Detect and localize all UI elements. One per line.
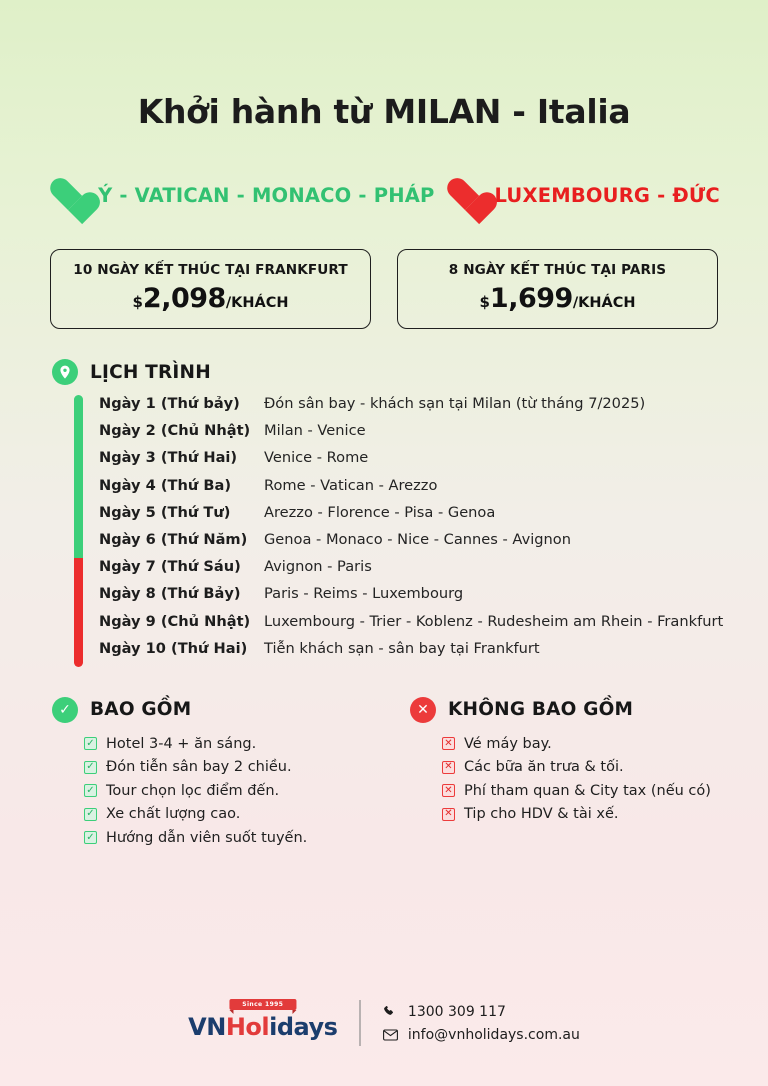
contact-phone[interactable]	[383, 1004, 580, 1020]
envelope-icon	[383, 1027, 398, 1042]
itinerary-day: Ngày 4 (Thứ Ba)	[99, 476, 232, 494]
cross-icon: ✕	[442, 761, 455, 774]
phone-icon	[383, 1004, 398, 1019]
email-address: info@vnholidays.com.au	[407, 1026, 580, 1043]
itinerary-row	[99, 395, 742, 422]
itinerary-desc: Luxembourg - Trier - Koblenz - Rudesheim am Rhein - Frankfurt	[264, 612, 724, 630]
included-title: BAO GỒM	[90, 699, 192, 721]
footer	[0, 1000, 768, 1046]
included-heading	[52, 697, 384, 723]
itinerary-desc: Venice - Rome	[264, 449, 369, 467]
itinerary-desc: Milan - Venice	[264, 422, 366, 440]
price-unit: /KHÁCH	[225, 295, 289, 311]
contact-email[interactable]	[383, 1027, 580, 1043]
itinerary-row	[99, 558, 742, 585]
price-currency: $	[132, 293, 143, 311]
brand-logo	[188, 1001, 338, 1041]
logo-wordmark	[188, 1013, 337, 1041]
itinerary-heading	[26, 359, 742, 385]
list-item	[84, 779, 384, 803]
itinerary-timeline-bar	[74, 395, 83, 667]
list-item-label: Xe chất lượng cao.	[106, 806, 241, 823]
itinerary-day: Ngày 3 (Thứ Hai)	[99, 449, 238, 467]
footer-divider	[359, 1000, 361, 1046]
list-item	[442, 732, 742, 756]
check-icon: ✓	[84, 761, 97, 774]
logo-part-hol: Hol	[225, 1013, 270, 1041]
itinerary-day: Ngày 8 (Thứ Bảy)	[99, 585, 241, 603]
price-unit: /KHÁCH	[572, 295, 636, 311]
price-value	[59, 283, 362, 314]
close-circle-icon: ✕	[410, 697, 436, 723]
price-box-8-days[interactable]	[397, 249, 718, 329]
itinerary-title: LỊCH TRÌNH	[90, 361, 211, 383]
route-line	[26, 177, 742, 213]
check-icon: ✓	[84, 831, 97, 844]
itinerary-desc: Tiễn khách sạn - sân bay tại Frankfurt	[264, 639, 540, 657]
list-item	[442, 755, 742, 779]
price-currency: $	[479, 293, 490, 311]
list-item-label: Tour chọn lọc điểm đến.	[106, 782, 280, 799]
itinerary-day: Ngày 5 (Thứ Tư)	[99, 503, 231, 521]
list-item	[84, 802, 384, 826]
excluded-title: KHÔNG BAO GỒM	[448, 699, 634, 721]
itinerary-day: Ngày 9 (Chủ Nhật)	[99, 612, 251, 630]
phone-number: 1300 309 117	[407, 1003, 506, 1020]
check-circle-icon: ✓	[52, 697, 78, 723]
heart-icon-green	[48, 177, 88, 213]
included-column	[52, 697, 384, 850]
list-item-label: Hướng dẫn viên suốt tuyến.	[106, 829, 308, 846]
list-item-label: Phí tham quan & City tax (nếu có)	[464, 782, 711, 799]
itinerary-row	[99, 477, 742, 504]
list-item	[84, 732, 384, 756]
price-box-10-days[interactable]	[50, 249, 371, 329]
page-title: Khởi hành từ MILAN - Italia	[137, 92, 631, 131]
price-boxes	[26, 249, 742, 329]
itinerary-row	[99, 531, 742, 558]
list-item-label: Các bữa ăn trưa & tối.	[464, 759, 624, 776]
list-item	[84, 826, 384, 850]
location-pin-icon	[52, 359, 78, 385]
itinerary-desc: Avignon - Paris	[264, 558, 372, 576]
route-green-label: Ý - VATICAN - MONACO - PHÁP	[98, 183, 435, 207]
list-item	[442, 779, 742, 803]
itinerary-section	[26, 395, 742, 667]
price-box-title: 10 NGÀY KẾT THÚC TẠI FRANKFURT	[73, 262, 348, 278]
itinerary-day: Ngày 2 (Chủ Nhật)	[99, 422, 251, 440]
included-list	[52, 732, 384, 850]
itinerary-list	[99, 395, 742, 667]
logo-part-idays: idays	[269, 1013, 338, 1041]
list-item-label: Hotel 3-4 + ăn sáng.	[106, 735, 257, 752]
list-item	[84, 755, 384, 779]
itinerary-day: Ngày 1 (Thứ bảy)	[99, 395, 240, 412]
itinerary-desc: Rome - Vatican - Arezzo	[264, 476, 438, 494]
route-red-label: LUXEMBOURG - ĐỨC	[494, 183, 720, 207]
price-amount: 2,098	[142, 283, 226, 314]
itinerary-desc: Paris - Reims - Luxembourg	[264, 585, 464, 603]
itinerary-day: Ngày 6 (Thứ Năm)	[99, 530, 248, 548]
cross-icon: ✕	[442, 784, 455, 797]
list-item-label: Tip cho HDV & tài xế.	[464, 806, 619, 823]
excluded-column	[384, 697, 742, 850]
itinerary-row	[99, 449, 742, 476]
price-amount: 1,699	[489, 283, 573, 314]
excluded-heading	[410, 697, 742, 723]
cross-icon: ✕	[442, 808, 455, 821]
itinerary-day: Ngày 10 (Thứ Hai)	[99, 639, 248, 657]
list-item-label: Vé máy bay.	[464, 735, 552, 752]
inclusions-section	[26, 697, 742, 850]
list-item-label: Đón tiễn sân bay 2 chiều.	[106, 759, 292, 776]
itinerary-day: Ngày 7 (Thứ Sáu)	[99, 558, 241, 576]
itinerary-desc: Arezzo - Florence - Pisa - Genoa	[264, 503, 496, 521]
itinerary-row	[99, 613, 742, 640]
itinerary-row	[99, 504, 742, 531]
logo-part-vn: VN	[188, 1013, 226, 1041]
itinerary-desc: Genoa - Monaco - Nice - Cannes - Avignon	[264, 530, 571, 548]
excluded-list	[410, 732, 742, 826]
check-icon: ✓	[84, 784, 97, 797]
cross-icon: ✕	[442, 737, 455, 750]
itinerary-row	[99, 422, 742, 449]
check-icon: ✓	[84, 737, 97, 750]
itinerary-row	[99, 585, 742, 612]
contact-block	[383, 1004, 580, 1043]
itinerary-desc: Đón sân bay - khách sạn tại Milan (từ tháng 7/2025)	[264, 395, 646, 412]
list-item	[442, 802, 742, 826]
heart-icon-red	[445, 177, 485, 213]
price-box-title: 8 NGÀY KẾT THÚC TẠI PARIS	[448, 262, 667, 278]
price-value	[406, 283, 709, 314]
check-icon: ✓	[84, 808, 97, 821]
logo-ribbon-label: Since 1995	[229, 999, 296, 1010]
itinerary-row	[99, 640, 742, 667]
